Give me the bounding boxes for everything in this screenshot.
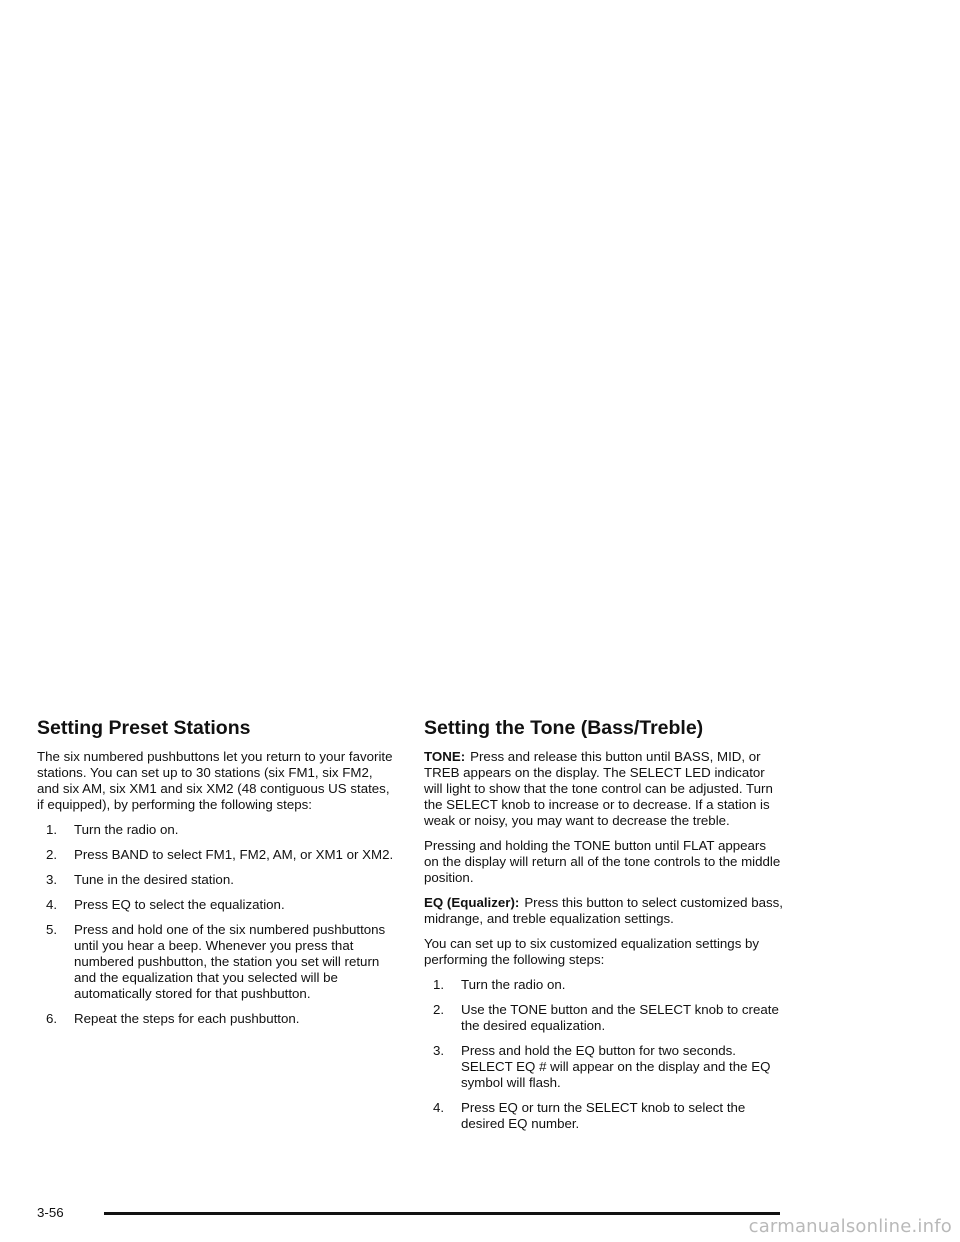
list-item	[37, 1011, 397, 1027]
eq-label: EQ (Equalizer):	[424, 895, 520, 910]
list-item	[37, 847, 397, 863]
list-item	[424, 977, 784, 993]
preset-intro-paragraph: The six numbered pushbuttons let you return to your favorite stations. You can set up to 30 stations (six FM1, six FM2, and six AM, six XM1 and six XM2 (48 contiguous US states, if equipped), by performing the following steps:	[37, 749, 393, 812]
list-item	[37, 922, 397, 1002]
step-number: 2.	[46, 847, 58, 862]
step-number: 6.	[46, 1011, 58, 1026]
step-text: Tune in the desired station.	[74, 872, 234, 887]
step-text: Repeat the steps for each pushbutton.	[74, 1011, 300, 1026]
list-item	[424, 1002, 784, 1034]
tone-paragraph	[424, 749, 784, 829]
eq-intro-paragraph: You can set up to six customized equalization settings by performing the following steps:	[424, 936, 760, 967]
section-heading-tone: Setting the Tone (Bass/Treble)	[424, 717, 704, 739]
step-text: Turn the radio on.	[461, 977, 566, 992]
step-text: Use the TONE button and the SELECT knob to create the desired equalization.	[461, 1002, 779, 1033]
left-column	[37, 716, 397, 1036]
step-number: 3.	[433, 1043, 445, 1058]
step-text: Press and hold one of the six numbered pushbuttons until you hear a beep. Whenever you press that numbered pushbutton, the station you set will return and the equalization that you selected will be automatically stored for that pushbutton.	[74, 922, 386, 1001]
eq-paragraph	[424, 895, 784, 927]
step-number: 4.	[433, 1100, 445, 1115]
right-column	[424, 716, 784, 1141]
step-number: 4.	[46, 897, 58, 912]
list-item	[424, 1100, 784, 1132]
flat-paragraph: Pressing and holding the TONE button until FLAT appears on the display will return all of the tone controls to the middle position.	[424, 838, 781, 885]
step-number: 1.	[433, 977, 445, 992]
preset-steps-list	[37, 822, 397, 1027]
tone-label: TONE:	[424, 749, 466, 764]
list-item	[37, 897, 397, 913]
step-text: Press and hold the EQ button for two seconds. SELECT EQ # will appear on the display and the EQ symbol will flash.	[461, 1043, 771, 1090]
step-text: Press EQ to select the equalization.	[74, 897, 285, 912]
step-text: Turn the radio on.	[74, 822, 179, 837]
list-item	[424, 1043, 784, 1091]
page-number: 3-56	[37, 1205, 64, 1220]
list-item	[37, 872, 397, 888]
eq-text: Press this button to select customized bass, midrange, and treble equalization settings.	[424, 895, 783, 926]
section-heading-preset-stations: Setting Preset Stations	[37, 717, 251, 739]
watermark: carmanualsonline.info	[748, 1216, 952, 1237]
step-text: Press EQ or turn the SELECT knob to select the desired EQ number.	[461, 1100, 746, 1131]
step-text: Press BAND to select FM1, FM2, AM, or XM1 or XM2.	[74, 847, 394, 862]
tone-text: Press and release this button until BASS, MID, or TREB appears on the display. The SELECT LED indicator will light to show that the tone control can be adjusted. Turn the SELECT knob to increase or to decrease. If a station is weak or noisy, you may want to decrease the treble.	[424, 749, 773, 828]
list-item	[37, 822, 397, 838]
eq-steps-list	[424, 977, 784, 1132]
step-number: 3.	[46, 872, 58, 887]
step-number: 5.	[46, 922, 58, 937]
footer-divider	[104, 1212, 780, 1215]
step-number: 2.	[433, 1002, 445, 1017]
step-number: 1.	[46, 822, 58, 837]
